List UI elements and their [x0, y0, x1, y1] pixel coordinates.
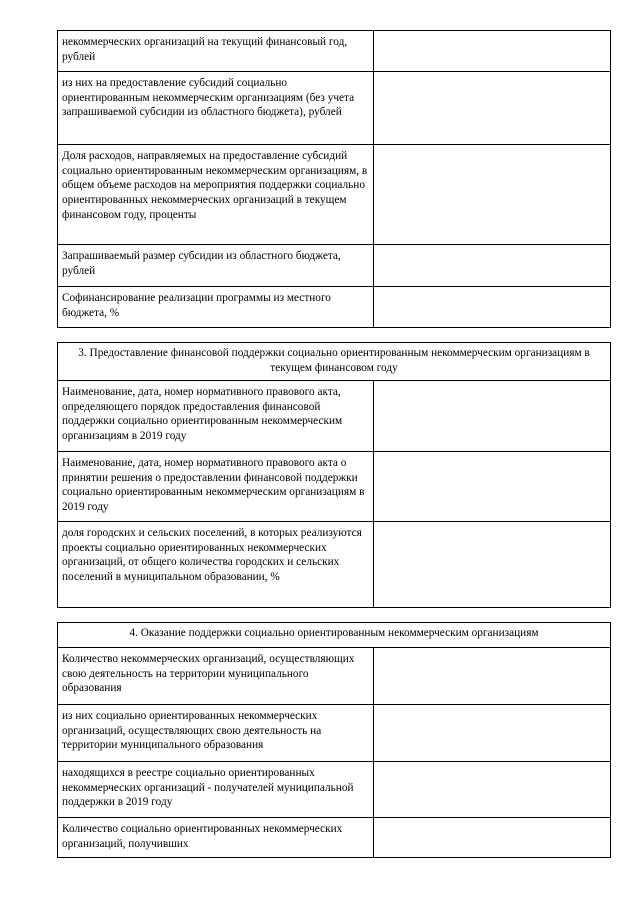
row-value-cell[interactable]: [374, 522, 611, 608]
row-value-cell[interactable]: [374, 145, 611, 245]
row-label: из них на предоставление субсидий социально ориентированным некоммерческим организациям (без учета запрашиваемой субсидии из областного бюджета), рублей: [58, 72, 374, 145]
row-value-cell[interactable]: [374, 72, 611, 145]
table-row: [58, 762, 611, 818]
row-label: из них социально ориентированных некоммерческих организаций, осуществляющих свою деятельность на территории муниципального образования: [58, 705, 374, 762]
row-label: Количество некоммерческих организаций, осуществляющих свою деятельность на территории муниципального образования: [58, 648, 374, 705]
document-page: [57, 30, 610, 858]
row-value-cell[interactable]: [374, 648, 611, 705]
table-row: [58, 31, 611, 72]
nko-support-table: [57, 622, 611, 858]
row-label: некоммерческих организаций на текущий финансовый год, рублей: [58, 31, 374, 72]
row-label: доля городских и сельских поселений, в которых реализуются проекты социально ориентированных некоммерческих организаций, от общего количества городских и сельских поселений в муниципальном образовании, %: [58, 522, 374, 608]
table-row: [58, 72, 611, 145]
financial-support-table: [57, 342, 611, 608]
row-label: Наименование, дата, номер нормативного правового акта, определяющего порядок предоставления финансовой поддержки социально ориентированным некоммерческим организациям в 2019 году: [58, 381, 374, 452]
table-row: [58, 145, 611, 245]
section-heading-row: [58, 343, 611, 381]
section-heading-row: [58, 623, 611, 648]
row-value-cell[interactable]: [374, 287, 611, 328]
table-row: [58, 287, 611, 328]
row-label: Количество социально ориентированных некоммерческих организаций, получивших: [58, 818, 374, 858]
row-value-cell[interactable]: [374, 705, 611, 762]
row-label: находящихся в реестре социально ориентированных некоммерческих организаций - получателей муниципальной поддержки в 2019 году: [58, 762, 374, 818]
table-row: [58, 648, 611, 705]
financing-table: [57, 30, 611, 328]
row-label: Наименование, дата, номер нормативного правового акта о принятии решения о предоставлении финансовой поддержки социально ориентированным некоммерческим организациям в 2019 году: [58, 452, 374, 522]
table-row: [58, 522, 611, 608]
row-value-cell[interactable]: [374, 762, 611, 818]
section-heading: 4. Оказание поддержки социально ориентированным некоммерческим организациям: [58, 623, 611, 648]
table-row: [58, 381, 611, 452]
row-value-cell[interactable]: [374, 452, 611, 522]
table-row: [58, 705, 611, 762]
row-label: Запрашиваемый размер субсидии из областного бюджета, рублей: [58, 245, 374, 287]
row-value-cell[interactable]: [374, 31, 611, 72]
row-value-cell[interactable]: [374, 381, 611, 452]
table-row: [58, 452, 611, 522]
row-label: Софинансирование реализации программы из местного бюджета, %: [58, 287, 374, 328]
row-value-cell[interactable]: [374, 818, 611, 858]
table-row: [58, 245, 611, 287]
table-row: [58, 818, 611, 858]
row-label: Доля расходов, направляемых на предоставление субсидий социально ориентированным некоммерческим организациям, в общем объеме расходов на мероприятия поддержки социально ориентированных некоммерческих организаций в текущем финансовом году, проценты: [58, 145, 374, 245]
section-heading: 3. Предоставление финансовой поддержки социально ориентированным некоммерческим организациям в текущем финансовом году: [58, 343, 611, 381]
row-value-cell[interactable]: [374, 245, 611, 287]
